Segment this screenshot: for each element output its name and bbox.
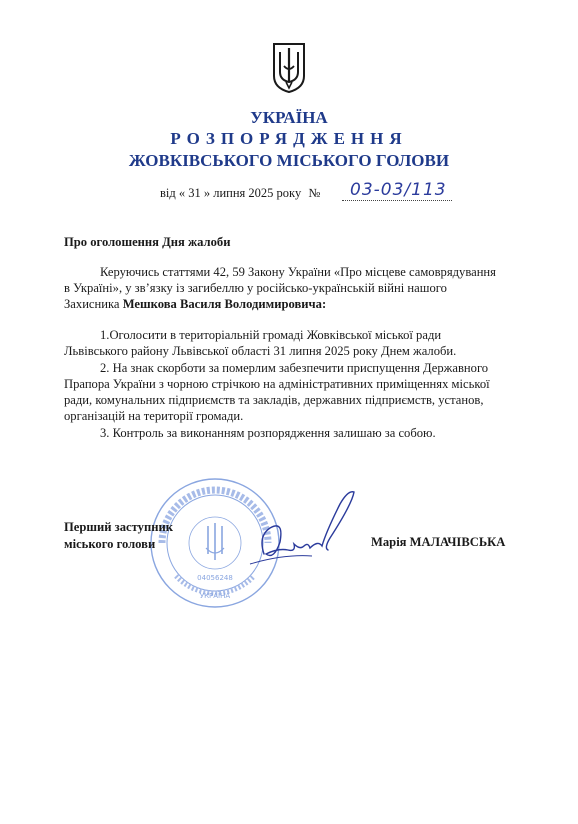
item-2-line-2: Прапора України з чорною стрічкою на адміністративних приміщеннях міської [64,377,490,391]
signer-name: Марія МАЛАЧІВСЬКА [371,535,506,549]
handwritten-signature [244,484,364,574]
stamp-bottom-text: УКРАЇНА [199,592,231,600]
number-underline [342,200,452,201]
preamble-line-2: в Україні», у зв’язку із загибеллю у російсько-українській війні нашого [64,281,447,295]
preamble-plain: Захисника [64,297,120,311]
item-2-line-1: 2. На знак скорботи за померлим забезпечити приспущення Державного [100,361,489,375]
document-number: 03-03/113 [350,180,447,200]
preamble-line-1: Керуючись статтями 42, 59 Закону України «Про місцеве самоврядування [100,265,496,279]
document-type-title: РОЗПОРЯДЖЕННЯ [170,129,408,148]
item-2-line-3: ради, комунальних підприємств та закладів, державних підприємств, установ, [64,393,484,407]
item-3-line-1: 3. Контроль за виконанням розпорядження залишаю за собою. [100,426,436,440]
defender-name: Мешкова Василя Володимировича [122,297,322,311]
item-1-line-2: Львівського району Львівської області 31 липня 2025 року Днем жалоби. [64,344,457,358]
subject-line: Про оголошення Дня жалоби [64,235,231,249]
number-sign: № [308,186,321,200]
date-line [160,186,320,201]
date-day: « 31 » [178,186,211,200]
preamble-line-3 [64,296,326,312]
signer-position-line-2: міського голови [64,537,156,551]
coat-of-arms-icon [272,42,306,94]
item-1-line-1: 1.Оголосити в територіальній громаді Жовківської міської ради [100,328,442,342]
preamble-colon: : [321,297,327,311]
stamp-code: 04056248 [197,574,233,582]
item-2-line-4: організацій на території громади. [64,409,244,423]
country-title: УКРАЇНА [250,108,328,127]
signer-position-line-1: Перший заступник [64,520,173,534]
date-month-year: липня 2025 року [213,186,302,200]
date-prefix: від [160,186,176,200]
issuer-title: ЖОВКІВСЬКОГО МІСЬКОГО ГОЛОВИ [128,151,450,170]
